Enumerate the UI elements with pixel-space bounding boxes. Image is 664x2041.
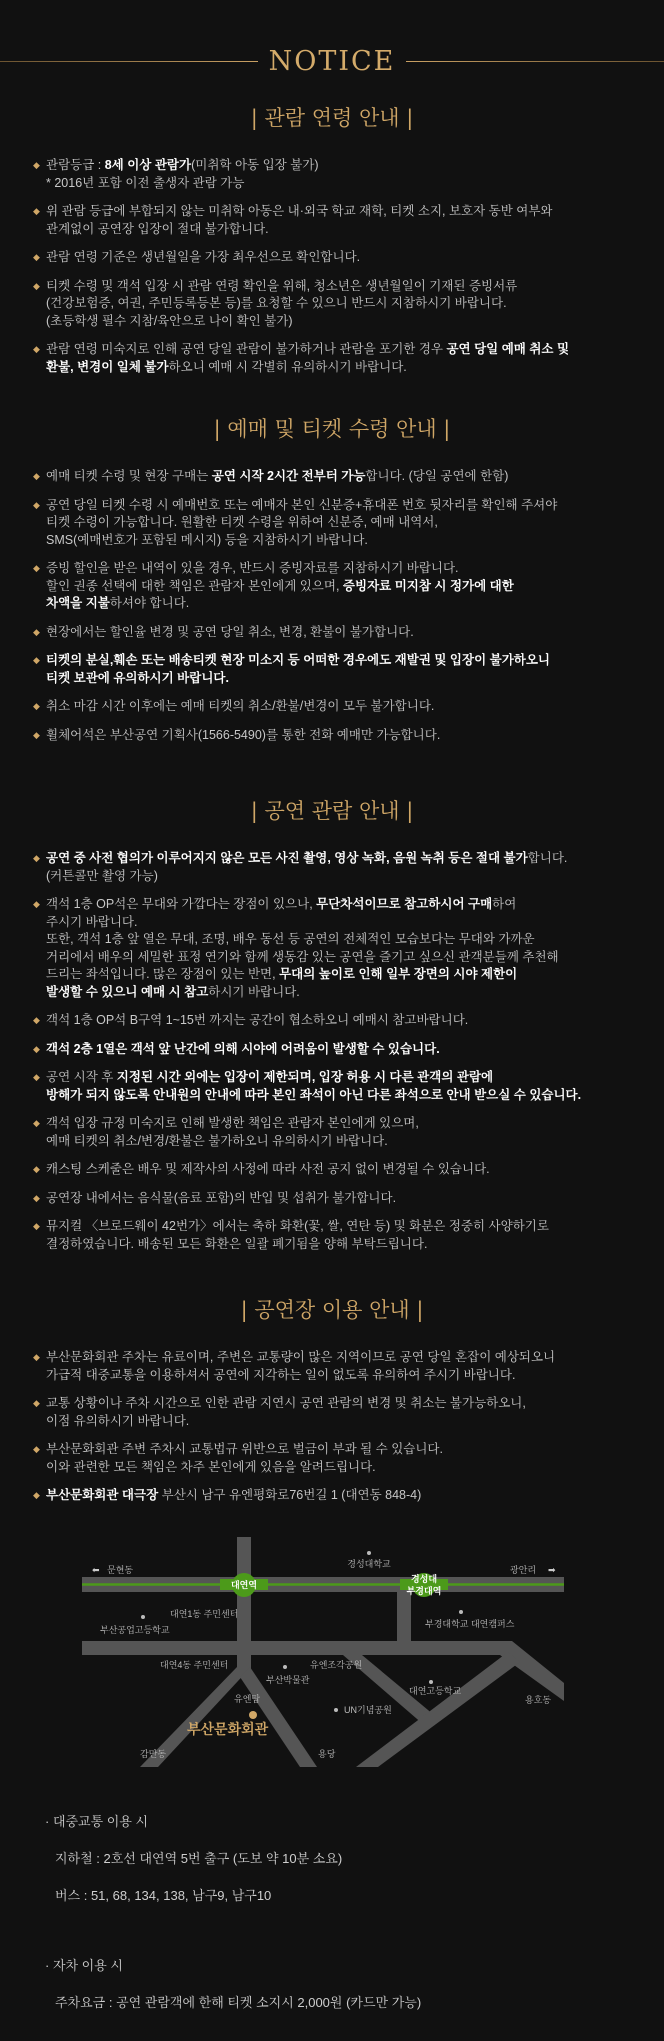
diamond-bullet-icon: ◆	[33, 853, 40, 863]
diamond-bullet-icon: ◆	[33, 1072, 40, 1082]
item-text: 합니다. (당일 공연에 한함)	[365, 469, 509, 483]
dot-icon	[459, 1610, 463, 1614]
diamond-bullet-icon: ◆	[33, 1015, 40, 1025]
item-text: 하여 주시기 바랍니다. 또한, 객석 1층 앞 열은 무대, 조명, 배우 동선 등 공연의 전체적인 모습보다는 무대와 가까운 거리에서 배우의 세밀한 표정 연기와 함께 생동감 있는 공연을 즐기고 싶으신 관객분들께 추천해 드리는 좌석입니다. 많은 장점이 있는 반면,	[46, 897, 559, 981]
item-text: 관람등급 :	[46, 158, 105, 172]
diamond-bullet-icon: ◆	[33, 1352, 40, 1362]
item-text: 현장에서는 할인율 변경 및 공연 당일 취소, 변경, 환불이 불가합니다.	[46, 624, 414, 639]
notice-item	[0, 278, 664, 331]
diamond-bullet-icon: ◆	[33, 206, 40, 216]
dir-gamman: 감만동	[140, 1748, 167, 1759]
item-text: 뮤지컬 〈브로드웨이 42번가〉에서는 축하 화환(꽃, 쌀, 연탄 등) 및 화분은 정중히 사양하기로 결정하였습니다. 배송된 모든 화환은 일괄 폐기됨을 양해 부탁드립니다.	[46, 1219, 549, 1251]
location-map	[60, 1527, 600, 1772]
subway-info: 지하철 : 2호선 대연역 5번 출구 (도보 약 10분 소요)	[55, 1851, 343, 1866]
dir-yongho: 용호동	[525, 1694, 552, 1705]
notice-item	[0, 1441, 664, 1476]
dot-icon	[283, 1665, 287, 1669]
emphasis-text: 공연 시작 2시간 전부터 가능	[211, 469, 366, 483]
venue-marker-icon	[249, 1711, 257, 1719]
notice-item	[0, 1012, 664, 1030]
landmark: 부경대학교 대연캠퍼스	[425, 1618, 515, 1629]
diamond-bullet-icon: ◆	[33, 344, 40, 354]
diamond-bullet-icon: ◆	[33, 160, 40, 170]
dir-gwangalli: 광안리	[510, 1564, 537, 1575]
notice-item	[0, 896, 664, 1001]
notice-item	[0, 249, 664, 267]
notice-item	[0, 1041, 664, 1059]
diamond-bullet-icon: ◆	[33, 499, 40, 510]
item-text: 캐스팅 스케줄은 배우 및 제작사의 사정에 따라 사전 공지 없이 변경될 수 있습니다.	[46, 1162, 490, 1176]
item-text: (미취학 아동 입장 불가) * 2016년 포함 이전 출생자 관람 가능	[46, 158, 319, 190]
diamond-bullet-icon: ◆	[33, 701, 40, 711]
landmark: UN기념공원	[344, 1704, 392, 1715]
item-text: 객석 입장 규정 미숙지로 인해 발생한 책임은 관람자 본인에게 있으며, 예매 티켓의 취소/변경/환불은 불가하오니 유의하시기 바랍니다.	[46, 1116, 419, 1148]
emphasis-text: 공연 당일 예매 취소 및 환불, 변경이 일체 불가	[46, 342, 570, 374]
item-text: 관람 연령 기준은 생년월일을 가장 최우선으로 확인합니다.	[46, 250, 361, 264]
station-kyungsung: 경성대	[410, 1573, 438, 1584]
station-daeyeon: 대연역	[230, 1579, 258, 1590]
item-text: 증빙 할인을 받은 내역이 있을 경우, 반드시 증빙자료를 지참하시기 바랍니다. 할인 권종 선택에 대한 책임은 관람자 본인에게 있으며,	[46, 561, 459, 593]
landmark: 부산공업고등학교	[100, 1624, 170, 1635]
diamond-bullet-icon: ◆	[33, 1490, 40, 1500]
diamond-bullet-icon: ◆	[33, 626, 40, 637]
diamond-bullet-icon: ◆	[33, 655, 40, 665]
item-text: 위 관람 등급에 부합되지 않는 미취학 아동은 내·외국 학교 재학, 티켓 소지, 보호자 동반 여부와 관계없이 공연장 입장이 절대 불가합니다.	[46, 204, 553, 236]
item-text: 합니다. (커튼콜만 촬영 가능)	[46, 851, 568, 883]
bus-info: 버스 : 51, 68, 134, 138, 남구9, 남구10	[55, 1888, 272, 1903]
item-text: 부산문화회관 주차는 유료이며, 주변은 교통량이 많은 지역이므로 공연 당일 혼잡이 예상되오니 가급적 대중교통을 이용하셔서 공연에 지각하는 일이 없도록 유의하여 주시기 바랍니다.	[46, 1350, 556, 1382]
item-text: 하오니 예매 시 각별히 유의하시기 바랍니다.	[168, 359, 407, 374]
landmark: 유엔탑	[234, 1693, 261, 1704]
parking-info: 주차요금 : 공연 관람객에 한해 티켓 소지시 2,000원 (카드만 가능)	[55, 1994, 422, 2010]
road-middle	[82, 1641, 507, 1655]
section-heading: | 공연장 이용 안내 |	[240, 1298, 424, 1322]
emphasis-text: 객석 2층 1열은 객석 앞 난간에 의해 시야에 어려움이 발생할 수 있습니다.	[46, 1041, 440, 1056]
item-text: 공연 당일 티켓 수령 시 예매번호 또는 예매자 본인 신분증+휴대폰 번호 뒷자리를 확인해 주셔야 티켓 수령이 가능합니다. 원활한 티켓 수령을 위하여 신분증, 예매 내역서, SMS(예매번호가 포함된 메시지) 등을 지참하시기 바랍니다.	[46, 497, 558, 547]
landmark: 부산박물관	[266, 1674, 310, 1685]
diamond-bullet-icon: ◆	[33, 471, 40, 481]
notice-item	[0, 1069, 664, 1104]
diamond-bullet-icon: ◆	[33, 280, 40, 291]
item-text: 객석 1층 OP석은 무대와 가깝다는 장점이 있으나,	[46, 897, 317, 911]
station-pukyong: 부경대역	[406, 1585, 442, 1596]
diamond-bullet-icon: ◆	[33, 1221, 40, 1231]
diamond-bullet-icon: ◆	[33, 1398, 40, 1408]
notice-item	[0, 850, 664, 885]
item-text: 공연 시작 후	[46, 1070, 117, 1084]
landmark: 유엔조각공원	[310, 1659, 363, 1670]
notice-item	[0, 1161, 664, 1179]
diamond-bullet-icon: ◆	[33, 1164, 40, 1174]
section-viewing-guide	[0, 796, 664, 1253]
notice-item	[0, 727, 664, 745]
dir-yongdang: 용당	[318, 1748, 336, 1759]
item-text: 관람 연령 미숙지로 인해 공연 당일 관람이 불가하거나 관람을 포기한 경우	[46, 342, 447, 356]
section-venue-guide	[0, 1295, 664, 1505]
landmark: 대연고등학교	[409, 1685, 462, 1696]
dot-icon	[429, 1680, 433, 1684]
notice-item	[0, 652, 664, 687]
car-heading: · 자차 이용 시	[45, 1957, 123, 1973]
diamond-bullet-icon: ◆	[33, 1043, 40, 1054]
notice-item	[0, 497, 664, 550]
notice-item	[0, 698, 664, 716]
arrow-left-icon: ⬅	[92, 1564, 100, 1575]
public-transport-heading: · 대중교통 이용 시	[45, 1814, 149, 1829]
dir-munhyeon: 문현동	[107, 1564, 134, 1575]
dot-icon	[367, 1551, 371, 1555]
landmark: 경성대학교	[347, 1558, 391, 1569]
section-heading: | 관람 연령 안내 |	[250, 106, 414, 130]
arrow-right-icon: ➡	[548, 1564, 556, 1575]
item-text: 티켓 수령 및 객석 입장 시 관람 연령 확인을 위해, 청소년은 생년월일이 기재된 증빙서류 (건강보험증, 여권, 주민등록등본 등)를 요청할 수 있으니 반드시 지참하시기 바랍니다. (초등학생 필수 지참/육안으로 나이 확인 불가)	[46, 278, 518, 328]
notice-item	[0, 1218, 664, 1253]
diamond-bullet-icon: ◆	[33, 1444, 40, 1454]
item-text: 예매 티켓 수령 및 현장 구매는	[46, 469, 212, 483]
item-text: 취소 마감 시간 이후에는 예매 티켓의 취소/환불/변경이 모두 불가합니다.	[46, 699, 435, 713]
notice-item	[0, 624, 664, 642]
notice-item	[0, 157, 664, 192]
venue-label: 부산문화회관	[187, 1720, 269, 1737]
section-heading: | 공연 관람 안내 |	[250, 799, 414, 823]
item-text: 객석 1층 OP석 B구역 1~15번 까지는 공간이 협소하오니 예매시 참고바랍니다.	[46, 1013, 469, 1027]
dot-icon	[334, 1708, 338, 1712]
emphasis-text: 공연 중 사전 협의가 이루어지지 않은 모든 사진 촬영, 영상 녹화, 음원 녹취 등은 절대 불가	[46, 851, 528, 865]
landmark: 대연1동 주민센터	[170, 1608, 239, 1619]
notice-item	[0, 1349, 664, 1384]
emphasis-text: 지정된 시간 외에는 입장이 제한되며, 입장 허용 시 다른 관객의 관람에 방해가 되지 않도록 안내원의 안내에 따라 본인 좌석이 아닌 다른 좌석으로 안내 받으실 수 있습니다.	[46, 1070, 582, 1102]
notice-item	[0, 560, 664, 613]
public-transport-info	[45, 1795, 664, 1925]
emphasis-text: 부산문화회관 대극장	[46, 1488, 159, 1502]
item-text: 하셔야 합니다.	[109, 596, 190, 610]
diamond-bullet-icon: ◆	[33, 252, 40, 262]
notice-item	[0, 1115, 664, 1150]
diamond-bullet-icon: ◆	[33, 563, 40, 573]
dot-icon	[141, 1615, 145, 1619]
diamond-bullet-icon: ◆	[33, 1192, 40, 1203]
notice-item	[0, 1190, 664, 1208]
emphasis-text: 증빙자료 미지참 시 정가에 대한 차액을 지불	[46, 578, 514, 610]
notice-item	[0, 203, 664, 238]
item-text: 하시기 바랍니다.	[208, 984, 300, 999]
diamond-bullet-icon: ◆	[33, 899, 40, 909]
roads	[82, 1537, 564, 1767]
emphasis-text: 무단차석이므로 참고하시어 구매	[316, 897, 493, 911]
diamond-bullet-icon: ◆	[33, 1118, 40, 1128]
emphasis-text: 8세 이상 관람가	[104, 158, 192, 172]
notice-item	[0, 1395, 664, 1430]
section-ticket-guide	[0, 414, 664, 744]
emphasis-text: 티켓의 분실,훼손 또는 배송티켓 현장 미소지 등 어떠한 경우에도 재발권 및 입장이 불가하오니 티켓 보관에 유의하시기 바랍니다.	[46, 653, 550, 685]
item-text: 휠체어석은 부산공연 기획사(1566-5490)를 통한 전화 예매만 가능합니다.	[46, 727, 441, 742]
item-text: 부산시 남구 유엔평화로76번길 1 (대연동 848-4)	[158, 1488, 422, 1502]
emphasis-text: 무대의 높이로 인해 일부 장면의 시야 제한이 발생할 수 있으니 예매 시 참고	[46, 967, 518, 999]
section-age-guide	[0, 103, 664, 376]
diamond-bullet-icon: ◆	[33, 729, 40, 740]
item-text: 공연장 내에서는 음식물(음료 포함)의 반입 및 섭취가 불가합니다.	[46, 1190, 397, 1205]
section-heading: | 예매 및 티켓 수령 안내 |	[213, 417, 451, 441]
notice-title: NOTICE	[268, 46, 396, 77]
item-text: 부산문화회관 주변 주차시 교통법규 위반으로 벌금이 부과 될 수 있습니다. 이와 관련한 모든 책임은 차주 본인에게 있음을 알려드립니다.	[46, 1442, 443, 1474]
item-text: 교통 상황이나 주차 시간으로 인한 관람 지연시 공연 관람의 변경 및 취소는 불가능하오니, 이점 유의하시기 바랍니다.	[46, 1396, 526, 1428]
road-to-yongho	[500, 1641, 564, 1701]
notice-item	[0, 1487, 664, 1505]
notice-item	[0, 341, 664, 376]
car-info	[45, 1938, 664, 2041]
landmark: 대연4동 주민센터	[160, 1659, 229, 1670]
notice-item	[0, 468, 664, 486]
